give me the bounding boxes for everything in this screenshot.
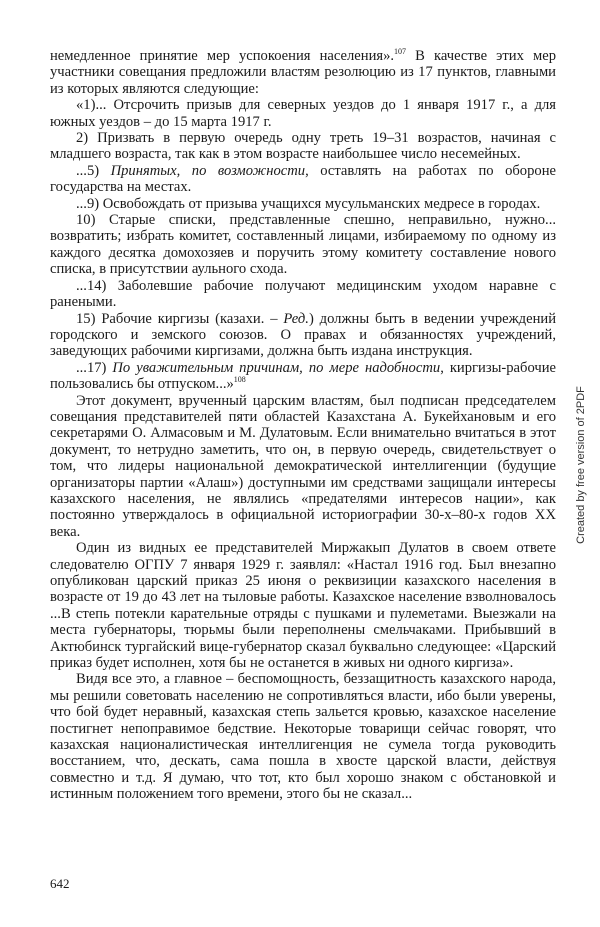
paragraph: ...9) Освобождать от призыва учащихся мусульманских медресе в городах. [76,195,541,212]
paragraph: Видя все это, а главное – беспомощность, беззащитность казахского народа, мы решили советовать населению не сопротивляться власти, ибо были уверены, что бой будет неравный, казахская степь зальется кровью, казахское население постигнет непоправимое бедствие. Некоторые товарищи сейчас говорят, что казахская националистическая интеллигенция не сумела тогда руководить восстанием, что, дескать, сама пошла в хвосте царской власти, действуя совместно и т.д. Я думаю, что тот, кто был хорошо знаком с обстановкой и истинным положением того времени, этого бы не сказал... [50,671,556,803]
paragraph: 10) Старые списки, представленные спешно, неправильно, нужно... возвратить; избрать комитет, составленный лицами, избираемому по одному из каждого десятка домохозяев и поручить этому комитету составление нового списка, в присутствии аульного схода. [50,212,556,278]
watermark-text: Created by free version of 2PDF [575,386,587,544]
paragraph: 15) Рабочие киргизы (казахи. – Ред.) должны быть в ведении учреждений городского и земского союзов. О правах и обязанностях учреждений, заведующих рабочими киргизами, должна быть издана инструкция. [50,310,557,360]
paragraph: Один из видных ее представителей Миржакып Дулатов в своем ответе следователю ОГПУ 7 января 1929 г. заявлял: «Настал 1916 год. Был внезапно опубликован царский приказ 25 июня о реквизиции казахского населения в возрасте от 19 до 43 лет на тыловые работы. Казахское население взволновалось ...В степь потекли карательные отряды с пушками и пулеметами. Выезжали на места губернаторы, тюрьмы были переполнены смельчаками. Прибывший в Актюбинск тургайский вице-губернатор сказал буквально следующее: «Царский приказ будет исполнен, хотя бы не останется в живых ни одного киргиза». [50,540,556,672]
paragraph: ...5) Принятых, по возможности, оставлять на работах по обороне государства на местах. [50,162,556,196]
paragraph: «1)... Отсрочить призыв для северных уездов до 1 января 1917 г., а для южных уездов – до 15 марта 1917 г. [50,97,556,130]
paragraph: ...17) По уважительным причинам, по мере надобности, киргизы-рабочие пользовались бы отпуском...»$^{108}$ [50,359,556,393]
paragraph: ...14) Заболевшие рабочие получают медицинским уходом наравне с ранеными. [50,277,556,311]
page-number: 642 [50,876,70,891]
paragraph: 2) Призвать в первую очередь одну треть 19–31 возрастов, начиная с младшего возраста, так как в этом возрасте наибольшее число несемейных. [50,130,556,163]
paragraph: Этот документ, врученный царским властям, был подписан председателем совещания представителей пяти областей Казахстана А. Букейхановым и его секретарями О. Алмасовым и М. Дулатовым. Если внимательно вчитаться в этот документ, то нетрудно заметить, что он, в первую очередь, свидетельствует о том, что лидеры национальной демократической интеллигенции (будущие организаторы партии «Алаш») доступными им средствами защищали интересы казахского населения, не являлись «предателями интересов нации», как постоянно утверждалось в официальной историографии 30-х–80-х годов XX века. [50,392,556,540]
paragraph: немедленное принятие мер успокоения населения».$^{107}$ В качестве этих мер участники совещания предложили властям резолюцию из 17 пунктов, главными из которых являются следующие: [50,47,557,97]
page-body [50,48,556,803]
